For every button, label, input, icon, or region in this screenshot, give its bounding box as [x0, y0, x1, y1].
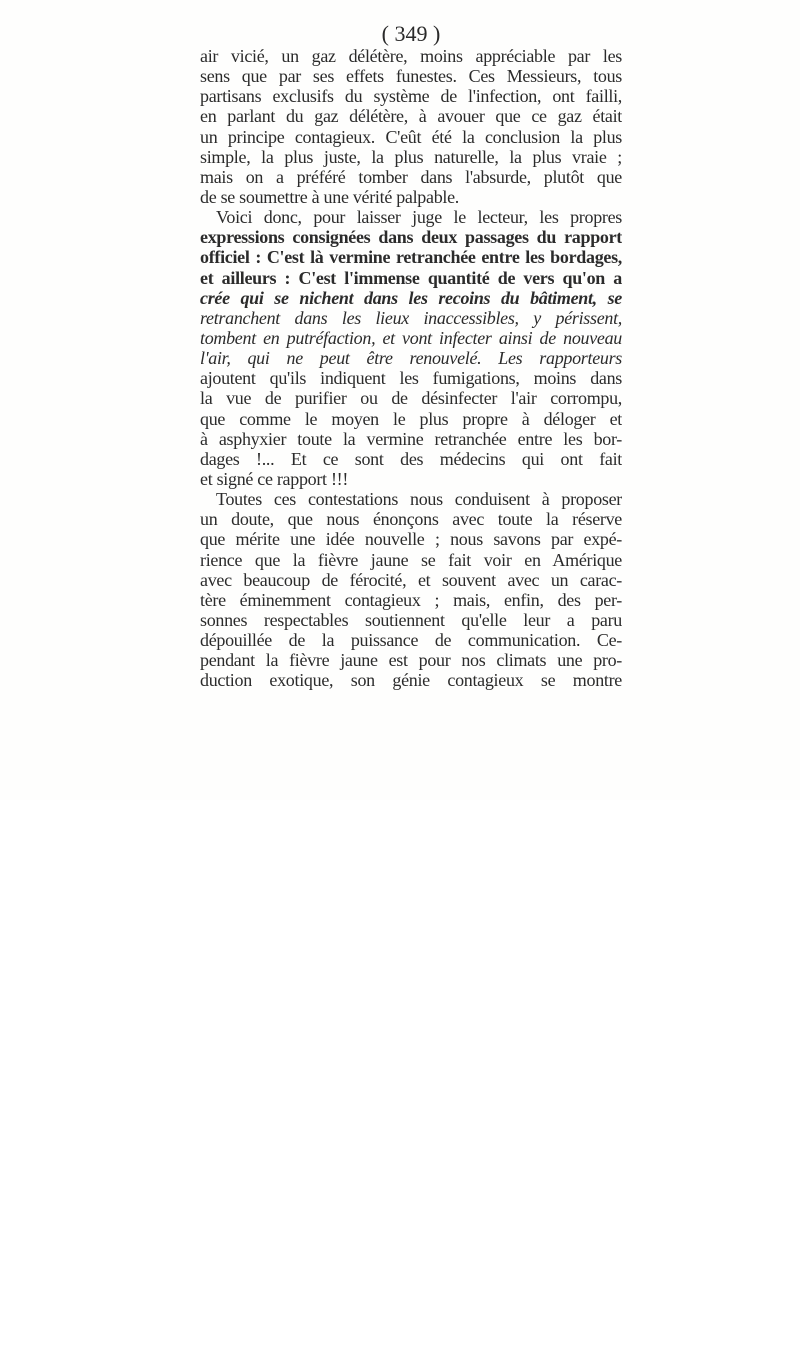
- text-line: officiel : C'est là vermine retranchée entre les bordages,: [200, 247, 622, 268]
- text-line: air vicié, un gaz délétère, moins appréciable par les: [200, 46, 622, 66]
- text-line: l'air, qui ne peut être renouvelé. Les rapporteurs: [200, 348, 622, 369]
- page-number: ( 349 ): [381, 21, 441, 46]
- text-line: à asphyxier toute la vermine retranchée entre les bor-: [200, 428, 622, 449]
- text-line: partisans exclusifs du système de l'infection, ont failli,: [200, 86, 622, 107]
- text-line: de se soumettre à une vérité palpable.: [200, 186, 459, 207]
- paragraph-lines: [200, 46, 622, 691]
- text-line: que mérite une idée nouvelle ; nous savons par expé-: [200, 529, 622, 550]
- text-line: ajoutent qu'ils indiquent les fumigations, moins dans: [200, 368, 622, 389]
- text-line: dages !... Et ce sont des médecins qui ont fait: [200, 448, 622, 469]
- text-line: expressions consignées dans deux passages du rapport: [200, 227, 622, 248]
- text-line: mais on a préféré tomber dans l'absurde, plutôt que: [200, 166, 622, 187]
- text-line: dépouillée de la puissance de communication. Ce-: [200, 630, 622, 651]
- text-line: simple, la plus juste, la plus naturelle, la plus vraie ;: [200, 146, 622, 167]
- text-block: [200, 21, 622, 691]
- text-line: crée qui se nichent dans les recoins du bâtiment, se: [200, 287, 622, 308]
- text-line: tombent en putréfaction, et vont infecter ainsi de nouveau: [200, 327, 622, 348]
- text-line: avec beaucoup de férocité, et souvent avec un carac-: [200, 569, 622, 590]
- text-line: et signé ce rapport !!!: [200, 468, 349, 489]
- text-line: rience que la fièvre jaune se fait voir en Amérique: [200, 549, 622, 570]
- text-line: en parlant du gaz délétère, à avouer que ce gaz était: [200, 106, 622, 127]
- text-line: retranchent dans les lieux inaccessibles, y périssent,: [200, 307, 622, 328]
- text-line: Voici donc, pour laisser juge le lecteur, les propres: [216, 207, 622, 228]
- text-line: un doute, que nous énonçons avec toute la réserve: [200, 509, 622, 530]
- text-line: sens que par ses effets funestes. Ces Messieurs, tous: [200, 66, 622, 87]
- text-line: la vue de purifier ou de désinfecter l'air corrompu,: [200, 388, 622, 409]
- text-line: pendant la fièvre jaune est pour nos climats une pro-: [200, 650, 622, 671]
- text-line: Toutes ces contestations nous conduisent à proposer: [216, 489, 622, 510]
- text-line: et ailleurs : C'est l'immense quantité de vers qu'on a: [200, 267, 622, 288]
- text-line: que comme le moyen le plus propre à déloger et: [200, 408, 622, 429]
- text-line: sonnes respectables soutiennent qu'elle leur a paru: [200, 609, 622, 630]
- text-line: un principe contagieux. C'eût été la conclusion la plus: [200, 126, 622, 147]
- text-line: tère éminemment contagieux ; mais, enfin, des per-: [200, 589, 622, 610]
- blank-margin: [0, 800, 800, 1366]
- text-line: duction exotique, son génie contagieux se montre: [200, 670, 622, 691]
